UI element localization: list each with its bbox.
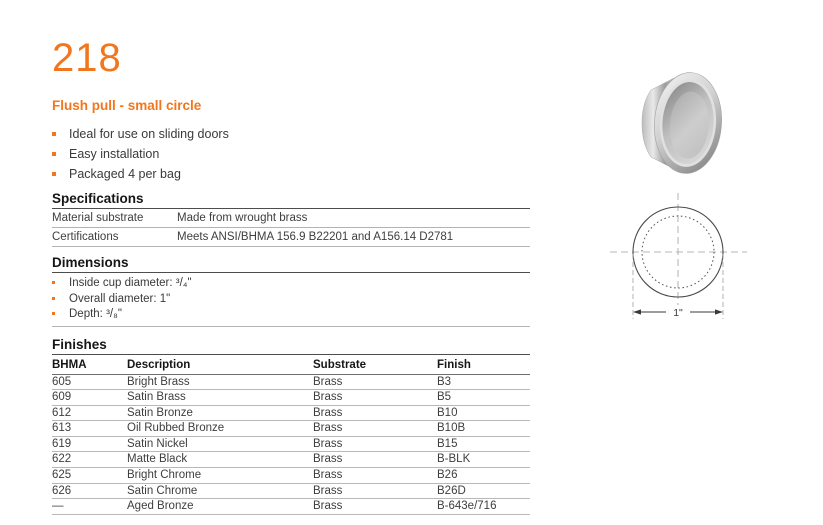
finishes-cell: B26 bbox=[437, 469, 458, 482]
finishes-column-header: Substrate bbox=[313, 358, 367, 371]
finishes-table-row bbox=[52, 375, 530, 391]
finishes-title: Finishes bbox=[52, 337, 530, 355]
finishes-column-header: BHMA bbox=[52, 358, 87, 371]
spec-label: Material substrate bbox=[52, 212, 144, 224]
feature-item bbox=[52, 124, 530, 144]
finishes-cell: Satin Bronze bbox=[127, 406, 193, 419]
specifications-title: Specifications bbox=[52, 191, 530, 209]
finishes-cell: Brass bbox=[313, 406, 343, 419]
feature-item-label: Ideal for use on sliding doors bbox=[69, 127, 229, 141]
bullet-square-icon bbox=[52, 172, 56, 176]
product-number: 218 bbox=[52, 36, 122, 80]
finishes-header-row bbox=[52, 355, 530, 375]
feature-item bbox=[52, 164, 530, 184]
finishes-cell: Brass bbox=[313, 391, 343, 404]
finishes-table bbox=[52, 355, 530, 515]
finishes-cell: 625 bbox=[52, 469, 72, 482]
dimension-item bbox=[52, 307, 530, 323]
finishes-table-row bbox=[52, 499, 530, 515]
finishes-cell: — bbox=[52, 500, 64, 513]
feature-list bbox=[52, 124, 530, 184]
dimension-item bbox=[52, 292, 530, 308]
finishes-cell: 619 bbox=[52, 437, 72, 450]
finishes-cell: Brass bbox=[313, 484, 343, 497]
bullet-square-icon bbox=[52, 152, 56, 156]
spec-value: Made from wrought brass bbox=[177, 212, 308, 224]
specifications-section bbox=[52, 191, 530, 247]
finishes-table-row bbox=[52, 452, 530, 468]
finishes-cell: Brass bbox=[313, 422, 343, 435]
spec-label: Certifications bbox=[52, 231, 119, 243]
finishes-cell: B15 bbox=[437, 437, 458, 450]
finishes-column-header: Description bbox=[127, 358, 191, 371]
dimensions-list bbox=[52, 273, 530, 324]
finishes-cell: 612 bbox=[52, 406, 72, 419]
dimension-item-label: Inside cup diameter: ³/₄" bbox=[69, 277, 192, 289]
arrow-right-icon bbox=[715, 309, 723, 314]
dimension-item-label: Overall diameter: 1" bbox=[69, 292, 171, 305]
finishes-cell: Matte Black bbox=[127, 453, 188, 466]
finishes-cell: Oil Rubbed Bronze bbox=[127, 422, 225, 435]
product-name: Flush pull - small circle bbox=[52, 98, 202, 113]
finishes-cell: Bright Brass bbox=[127, 375, 190, 388]
dimensions-list-wrap bbox=[52, 273, 530, 327]
finishes-cell: Bright Chrome bbox=[127, 469, 202, 482]
specifications-table bbox=[52, 209, 530, 247]
finishes-cell: B-BLK bbox=[437, 453, 471, 466]
finishes-cell: Aged Bronze bbox=[127, 500, 194, 513]
dimension-item bbox=[52, 276, 530, 292]
finishes-cell: 613 bbox=[52, 422, 72, 435]
finishes-cell: B10B bbox=[437, 422, 466, 435]
arrow-left-icon bbox=[633, 309, 641, 314]
finishes-cell: B-643e/716 bbox=[437, 500, 497, 513]
finishes-cell: Satin Chrome bbox=[127, 484, 198, 497]
spec-value: Meets ANSI/BHMA 156.9 B22201 and A156.14 D2781 bbox=[177, 231, 454, 243]
finishes-section bbox=[52, 337, 530, 515]
feature-item-label: Packaged 4 per bag bbox=[69, 167, 181, 181]
bullet-square-icon bbox=[52, 281, 55, 284]
dimension-drawing bbox=[598, 188, 762, 330]
finishes-cell: Satin Nickel bbox=[127, 437, 188, 450]
finishes-cell: B10 bbox=[437, 406, 458, 419]
finishes-cell: Brass bbox=[313, 437, 343, 450]
finishes-cell: 605 bbox=[52, 375, 72, 388]
finishes-column-header: Finish bbox=[437, 358, 471, 371]
finishes-cell: Brass bbox=[313, 375, 343, 388]
finishes-table-row bbox=[52, 421, 530, 437]
finishes-cell: Brass bbox=[313, 453, 343, 466]
finishes-cell: B5 bbox=[437, 391, 452, 404]
finishes-cell: B26D bbox=[437, 484, 466, 497]
feature-item bbox=[52, 144, 530, 164]
finishes-cell: 626 bbox=[52, 484, 72, 497]
finishes-table-row bbox=[52, 390, 530, 406]
finishes-cell: Brass bbox=[313, 500, 343, 513]
feature-item-label: Easy installation bbox=[69, 147, 160, 161]
dimensions-section bbox=[52, 255, 530, 327]
product-photo bbox=[638, 70, 724, 176]
flush-pull-render bbox=[642, 70, 724, 175]
finishes-cell: B3 bbox=[437, 375, 452, 388]
finishes-cell: Brass bbox=[313, 469, 343, 482]
finishes-cell: 609 bbox=[52, 391, 72, 404]
finishes-table-row bbox=[52, 484, 530, 500]
spec-table-row bbox=[52, 209, 530, 228]
finishes-table-row bbox=[52, 437, 530, 453]
bullet-square-icon bbox=[52, 297, 55, 300]
finishes-cell: 622 bbox=[52, 453, 72, 466]
bullet-square-icon bbox=[52, 132, 56, 136]
dimensions-title: Dimensions bbox=[52, 255, 530, 273]
finishes-cell: Satin Brass bbox=[127, 391, 186, 404]
finishes-table-row bbox=[52, 468, 530, 484]
finishes-table-row bbox=[52, 406, 530, 422]
bullet-square-icon bbox=[52, 312, 55, 315]
spec-table-row bbox=[52, 228, 530, 247]
dimension-item-label: Depth: ³/₈" bbox=[69, 308, 122, 320]
content-column bbox=[52, 38, 530, 515]
dimension-label: 1" bbox=[673, 307, 683, 319]
